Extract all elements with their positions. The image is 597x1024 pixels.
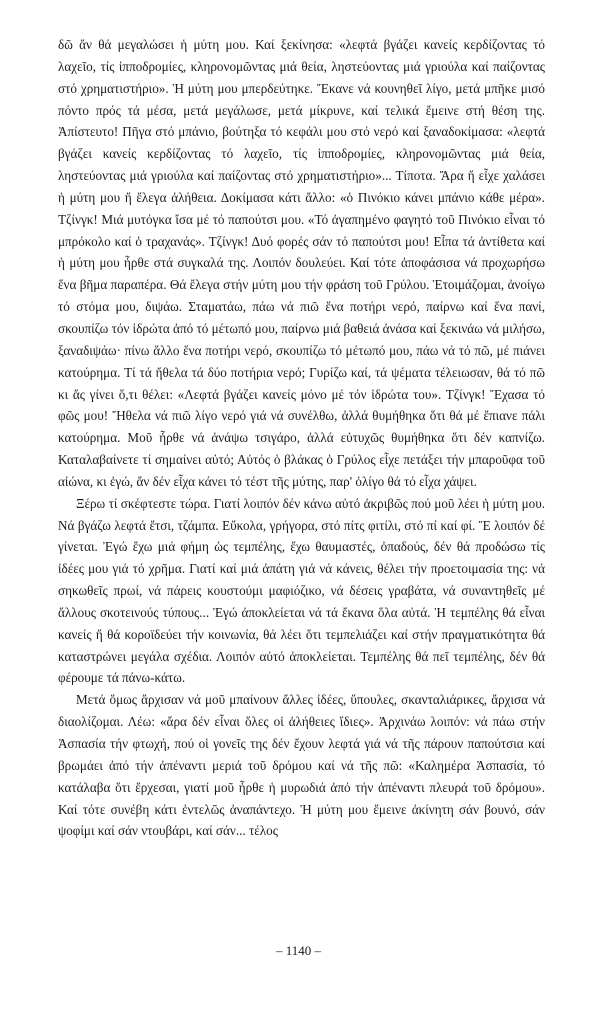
- page-number: – 1140 –: [275, 943, 322, 958]
- paragraph-1: δῶ ἄν θά μεγαλώσει ἡ μύτη μου. Καί ξεκίνησα: «λεφτά βγάζει κανείς κερδίζοντας τό λαχεῖο, τίς ἱπποδρομίες, κληρονομῶντας μιά θεία, ληστεύοντας μιά γριούλα καί παίζοντας στό χρηματιστήριο». Ἡ μύτη μου μπερδεύτηκε. Ἔκανε νά κουνηθεῖ λίγο, μετά μπῆκε μισό πόντο πρός τά μέσα, μετά μεγάλωσε, μετά μίκρυνε, καί τελικά ἔμεινε στή θέση της. Ἀπίστευτο! Πῆγα στό μπάνιο, βούτηξα τό κεφάλι μου στό νερό καί ξαναδοκίμασα: «λεφτά βγάζει κανείς κερδίζοντας τό λαχεῖο, τίς ἱπποδρομίες, κληρονομῶντας μιά θεία, ληστεύοντας μιά γριούλα καί παίζοντας στό χρηματιστήριο»... Τίποτα. Ἄρα ἤ εἶχε χαλάσει ἡ μύτη μου ἤ ἔλεγα ἀλήθεια. Δοκίμασα κάτι ἄλλο: «ὁ Πινόκιο κάνει μπάνιο κάθε μέρα». Τζίνγκ! Μιά μυτόγκα ἴσα μέ τό παπούτσι μου. «Τό ἀγαπημένο φαγητό τοῦ Πινόκιο εἶναι τό μπρόκολο καί ὁ τραχανάς». Τζίνγκ! Δυό φορές σάν τό παπούτσι μου! Εἶπα τά ἀντίθετα καί ἡ μύτη μου ἦρθε στά συγκαλά της. Λοιπόν δουλεύει. Καί τότε ἀποφάσισα νά προχωρήσω ἕνα βῆμα παραπέρα. Θά ἔλεγα στήν μύτη μου τήν φράση τοῦ Γρύλου. Ἑτοιμάζομαι, ἀνοίγω τό στόμα μου, διψάω. Σταματάω, πάω νά πιῶ ἕνα ποτήρι νερό, παίρνω καί ἕνα πανί, σκουπίζω τόν ἱδρώτα ἀπό τό μέτωπό μου, παίρνω μιά βαθειά ἀνάσα καί ξεκινάω νά μιλήσω, ξαναδιψάω· πίνω ἄλλο ἕνα ποτήρι νερό, σκουπίζω τό μέτωπό μου, πάω νά τό πῶ, μέ πιάνει κατούρημα. Τί τά ἤθελα τά δύο ποτήρια νερό; Γυρίζω καί, τά ψέματα τέλειωσαν, θά τό πῶ κι ἄς γίνει ὅ,τι θέλει: «Λεφτά βγάζει κανείς μόνο μέ τόν ἱδρώτα του». Τζίνγκ! Ἔχασα τό φῶς μου! Ἤθελα νά πιῶ λίγο νερό γιά νά συνέλθω, ἀλλά θυμήθηκα ὅτι θά μέ ἔπιανε πάλι κατούρημα. Μοῦ ἦρθε νά ἀνάψω τσιγάρο, ἀλλά εὐτυχῶς θυμήθηκα ὅτι δέν καπνίζω. Καταλαβαίνετε τί σημαίνει αὐτό; Αὐτός ὁ βλάκας ὁ Γρύλος εἶχε πετάξει τήν μπαροῦφα τοῦ αἰώνα, κι ἐγώ, ἄν δέν εἶχα κάνει τό τέστ τῆς μύτης, παρ' ὀλίγο θά τό εἶχα χάψει.: [58, 37, 545, 489]
- paragraph-2: Ξέρω τί σκέφτεστε τώρα. Γιατί λοιπόν δέν κάνω αὐτό ἀκριβῶς πού μοῦ λέει ἡ μύτη μου. Νά βγάζω λεφτά ἔτσι, τζάμπα. Εὔκολα, γρήγορα, στό πίτς φιτίλι, στό πί καί φί. Ἔ λοιπόν δέ γίνεται. Ἐγώ ἔχω μιά φήμη ὡς τεμπέλης, ἔχω θαυμαστές, ὀπαδούς, δέν θά προδώσω τίς ἰδέες μου γιά τό χρῆμα. Γιατί καί μιά ἀπάτη γιά νά κάνεις, θέλει τήν προετοιμασία της: νά σηκωθεῖς πρωί, νά πάρεις κουστούμι μαφιόζικο, νά δέσεις γραβάτα, νά συναντηθεῖς μέ ἄλλους σκοτεινούς τύπους... Ἐγώ ἀποκλείεται νά τά ἔκανα ὅλα αὐτά. Ἡ τεμπέλης θά εἶναι κανείς ἤ θά κοροϊδεύει τήν κοινωνία, θά λέει ὅτι τεμπελιάζει καί στήν πραγματικότητα θά καταστρώνει μεγάλα σχέδια. Λοιπόν αὐτό ἀποκλείεται. Τεμπέλης θά πεῖ τεμπέλης, δέν θά φέρουμε τά πάνω-κάτω.: [58, 495, 545, 686]
- paragraph-3: Μετά ὅμως ἄρχισαν νά μοῦ μπαίνουν ἄλλες ἰδέες, ὕπουλες, σκανταλιάρικες, ἄρχισα νά διαολίζομαι. Λέω: «ἄρα δέν εἶναι ὅλες οἱ ἀλήθειες ἴδιες». Ἀρχινάω λοιπόν: νά πάω στήν Ἀσπασία τήν φτωχή, πού οἱ γονεῖς της δέν ἔχουν λεφτά γιά νά τῆς πάρουν παπούτσια καί βρωμάει ἀπό τήν ἀπέναντι μεριά τοῦ δρόμου καί νά τῆς πῶ: «Καλημέρα Ἀσπασία, τό κατάλαβα ὅτι ἔρχεσαι, γιατί μοῦ ἦρθε ἡ μυρωδιά ἀπό τήν ἀπέναντι πλευρά τοῦ δρόμου». Καί τότε συνέβη κάτι ἐντελῶς ἀναπάντεχο. Ἡ μύτη μου ἔμεινε ἀκίνητη σάν βουνό, σάν ψοφίμι καί σάν ντουβάρι, καί σάν... τέλος: [58, 692, 545, 839]
- body-text: [58, 34, 545, 842]
